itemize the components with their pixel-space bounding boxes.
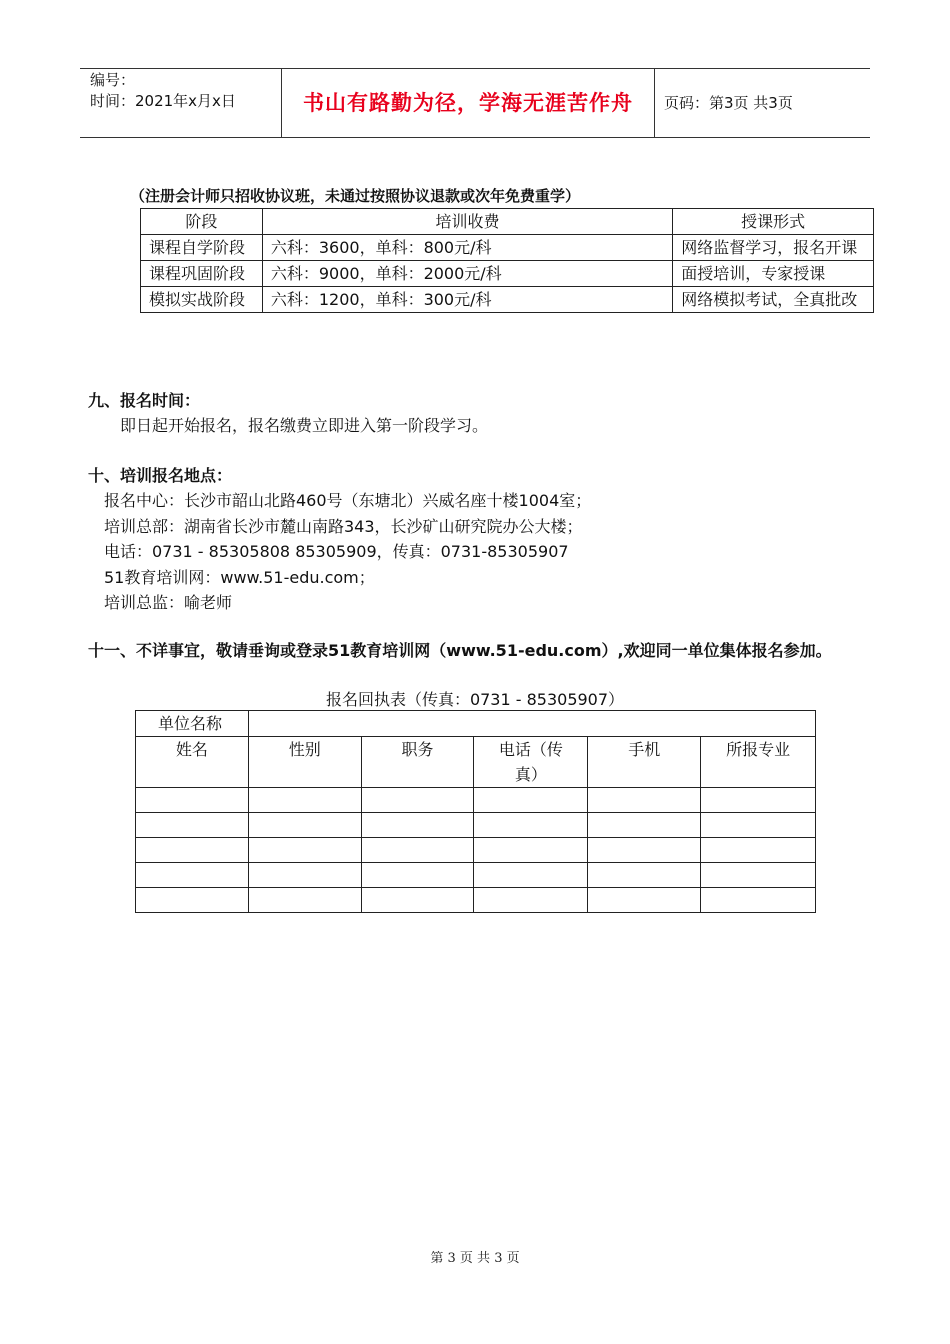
- form-cell[interactable]: [361, 863, 474, 888]
- form-cell[interactable]: [248, 838, 361, 863]
- form-cell[interactable]: [588, 838, 701, 863]
- location-line: 培训总部：湖南省长沙市麓山南路343，长沙矿山研究院办公大楼；: [104, 516, 583, 536]
- form-cell[interactable]: [701, 863, 816, 888]
- header-cell: 培训收费: [262, 209, 672, 235]
- table-row: [136, 838, 816, 863]
- table-row: [141, 287, 874, 313]
- form-cell[interactable]: [136, 813, 249, 838]
- form-cell[interactable]: [248, 813, 361, 838]
- mode-cell: 网络模拟考试，全真批改: [673, 287, 874, 313]
- section11-title: 十一、不详事宜: [88, 641, 201, 660]
- form-cell[interactable]: [474, 888, 588, 913]
- table-row: [141, 261, 874, 287]
- location-line: 电话：0731 - 85305808 85305909，传真：0731-85305907: [104, 542, 569, 561]
- table-row: [136, 888, 816, 913]
- form-cell[interactable]: [701, 788, 816, 813]
- location-line: 报名中心：长沙市韶山北路460号（东塘北）兴威名座十楼1004室；: [104, 491, 592, 510]
- unit-label: 单位名称: [136, 711, 249, 737]
- fee-table-header: [141, 209, 874, 235]
- header-cell: 电话（传真）: [474, 737, 588, 788]
- fee-cell: 六科：1200，单科：300元/科: [262, 287, 672, 313]
- section11: [88, 638, 832, 661]
- table-row: [136, 788, 816, 813]
- form-cell[interactable]: [588, 888, 701, 913]
- form-cell[interactable]: [136, 788, 249, 813]
- form-cell[interactable]: [361, 838, 474, 863]
- unit-input-cell[interactable]: [248, 711, 815, 737]
- section9-text: 即日起开始报名，报名缴费立即进入第一阶段学习。: [120, 416, 489, 435]
- header-cell: 所报专业: [701, 737, 816, 788]
- location-list: [104, 488, 591, 616]
- location-line: 51教育培训网：www.51-edu.com；: [104, 567, 375, 587]
- header-cell: 姓名: [136, 737, 249, 788]
- form-cell[interactable]: [588, 813, 701, 838]
- form-title: 报名回执表（传真：0731 - 85305907）: [325, 690, 625, 709]
- mode-cell: 面授培训，专家授课: [673, 261, 874, 287]
- form-cell[interactable]: [248, 888, 361, 913]
- header-cell: 阶段: [141, 209, 263, 235]
- header-motto: 书山有路勤为径，学海无涯苦作舟: [303, 90, 633, 115]
- form-cell[interactable]: [361, 888, 474, 913]
- header-divider: [654, 68, 655, 137]
- mode-cell: 网络监督学习，报名开课: [673, 235, 874, 261]
- form-cell[interactable]: [361, 813, 474, 838]
- form-cell[interactable]: [248, 863, 361, 888]
- stage-cell: 课程巩固阶段: [141, 261, 263, 287]
- location-line: 培训总监：喻老师: [104, 593, 233, 612]
- form-cell[interactable]: [588, 863, 701, 888]
- form-cell[interactable]: [474, 788, 588, 813]
- form-header-row: [136, 737, 816, 788]
- fee-note: （注册会计师只招收协议班，未通过按照协议退款或次年免费重学）: [130, 187, 581, 205]
- form-cell[interactable]: [136, 863, 249, 888]
- header-cell: 性别: [248, 737, 361, 788]
- form-cell[interactable]: [474, 813, 588, 838]
- header-left: [90, 70, 236, 112]
- form-cell[interactable]: [474, 838, 588, 863]
- section9-title: 九、报名时间：: [88, 391, 201, 410]
- page-footer: 第 3 页 共 3 页: [430, 1251, 520, 1266]
- form-cell[interactable]: [701, 888, 816, 913]
- header-cell: 授课形式: [673, 209, 874, 235]
- form-cell[interactable]: [588, 788, 701, 813]
- form-cell[interactable]: [248, 788, 361, 813]
- form-cell[interactable]: [701, 838, 816, 863]
- form-cell[interactable]: [136, 838, 249, 863]
- stage-cell: 模拟实战阶段: [141, 287, 263, 313]
- table-row: [141, 235, 874, 261]
- fee-table: [140, 208, 874, 313]
- stage-cell: 课程自学阶段: [141, 235, 263, 261]
- date-label: 时间：2021年x月x日: [90, 92, 236, 110]
- fee-cell: 六科：3600，单科：800元/科: [262, 235, 672, 261]
- unit-row: [136, 711, 816, 737]
- form-cell[interactable]: [136, 888, 249, 913]
- form-cell[interactable]: [474, 863, 588, 888]
- fee-cell: 六科：9000，单科：2000元/科: [262, 261, 672, 287]
- section11-text: ，敬请垂询或登录51教育培训网（www.51-edu.com）,欢迎同一单位集体报名参加。: [200, 641, 832, 660]
- section10-title: 十、培训报名地点：: [88, 466, 233, 485]
- table-row: [136, 813, 816, 838]
- table-row: [136, 863, 816, 888]
- header-cell: 职务: [361, 737, 474, 788]
- registration-form-table: [135, 710, 816, 913]
- form-cell[interactable]: [701, 813, 816, 838]
- page-number-label: 页码：第3页 共3页: [664, 94, 793, 112]
- code-label: 编号：: [90, 71, 136, 89]
- header-cell: 手机: [588, 737, 701, 788]
- form-cell[interactable]: [361, 788, 474, 813]
